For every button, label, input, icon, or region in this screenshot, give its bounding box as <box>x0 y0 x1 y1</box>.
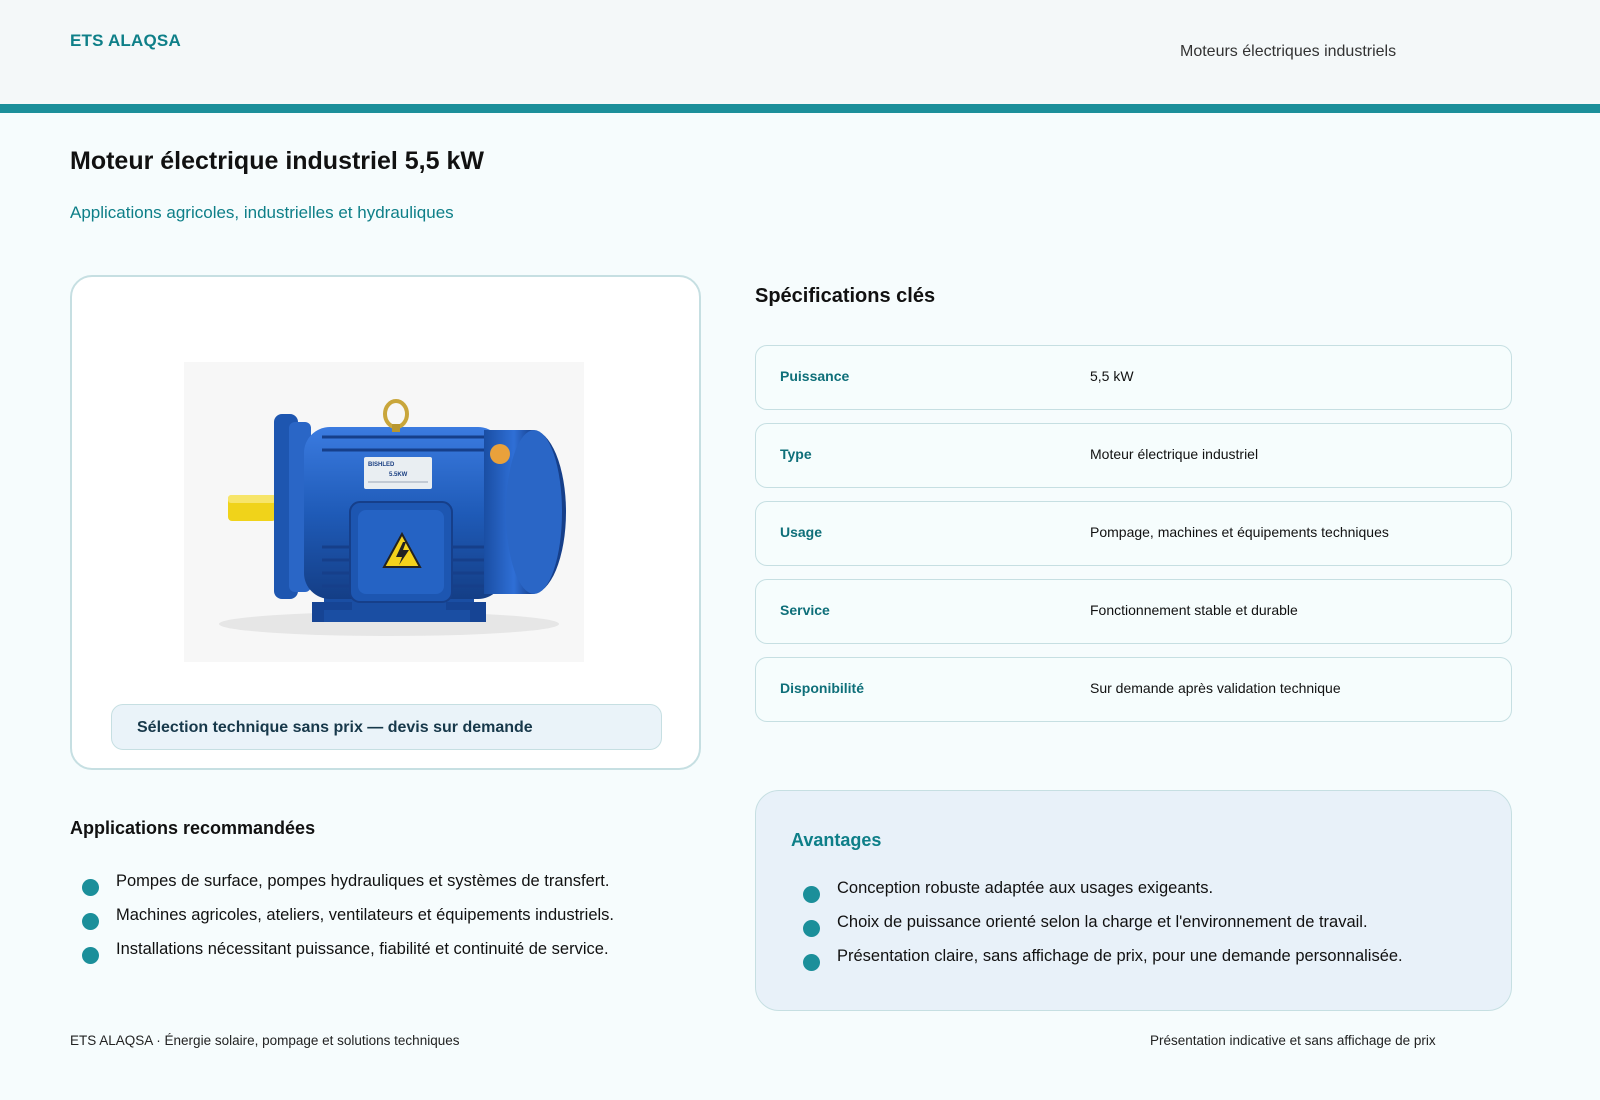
spec-row-usage <box>755 501 1512 566</box>
page-subtitle: Applications agricoles, industrielles et hydrauliques <box>70 203 454 222</box>
spec-value: Sur demande après validation technique <box>1090 680 1341 696</box>
list-item-text: Machines agricoles, ateliers, ventilateurs et équipements industriels. <box>116 906 614 924</box>
list-item <box>801 879 1403 913</box>
bullet-dot-icon <box>803 954 820 971</box>
header-category: Moteurs électriques industriels <box>1180 43 1397 60</box>
list-item <box>801 913 1403 947</box>
footer-disclaimer: Présentation indicative et sans affichage de prix <box>1150 1033 1436 1048</box>
list-item-text: Installations nécessitant puissance, fiabilité et continuité de service. <box>116 940 609 958</box>
list-item <box>80 906 614 940</box>
list-item <box>80 940 614 974</box>
spec-label: Disponibilité <box>780 680 864 696</box>
brand-logo-text[interactable]: ETS ALAQSA <box>70 31 181 50</box>
list-item <box>801 947 1403 981</box>
bullet-dot-icon <box>82 879 99 896</box>
product-image-card <box>70 275 701 770</box>
bullet-dot-icon <box>803 886 820 903</box>
svg-text:BISHLED: BISHLED <box>368 462 395 468</box>
advantages-list <box>801 879 1403 981</box>
spec-row-type <box>755 423 1512 488</box>
bullet-dot-icon <box>82 947 99 964</box>
list-item <box>80 872 614 906</box>
spec-value: Pompage, machines et équipements techniques <box>1090 524 1389 540</box>
spec-value: 5,5 kW <box>1090 368 1134 384</box>
list-item-text: Présentation claire, sans affichage de prix, pour une demande personnalisée. <box>837 947 1403 965</box>
bullet-dot-icon <box>803 920 820 937</box>
applications-list <box>80 872 614 974</box>
svg-text:5.5KW: 5.5KW <box>389 472 408 478</box>
spec-row-service <box>755 579 1512 644</box>
page-title: Moteur électrique industriel 5,5 kW <box>70 147 484 175</box>
electric-motor-image <box>184 362 584 662</box>
list-item-text: Pompes de surface, pompes hydrauliques et systèmes de transfert. <box>116 872 610 890</box>
spec-value: Moteur électrique industriel <box>1090 446 1259 462</box>
spec-label: Type <box>780 446 812 462</box>
list-item-text: Choix de puissance orienté selon la charge et l'environnement de travail. <box>837 913 1368 931</box>
spec-label: Puissance <box>780 368 850 384</box>
spec-label: Usage <box>780 524 823 540</box>
header-accent-line <box>0 104 1600 113</box>
spec-value: Fonctionnement stable et durable <box>1090 602 1298 618</box>
spec-label: Service <box>780 602 830 618</box>
spec-row-power <box>755 345 1512 410</box>
product-photo <box>184 362 584 662</box>
applications-heading: Applications recommandées <box>70 818 316 838</box>
specs-heading: Spécifications clés <box>755 285 936 307</box>
list-item-text: Conception robuste adaptée aux usages exigeants. <box>837 879 1214 897</box>
footer-company: ETS ALAQSA · Énergie solaire, pompage et solutions techniques <box>70 1033 460 1048</box>
bullet-dot-icon <box>82 913 99 930</box>
advantages-card <box>755 790 1512 1011</box>
price-note-banner: Sélection technique sans prix — devis sur demande <box>111 704 662 750</box>
spec-row-availability <box>755 657 1512 722</box>
advantages-heading: Avantages <box>791 830 882 850</box>
